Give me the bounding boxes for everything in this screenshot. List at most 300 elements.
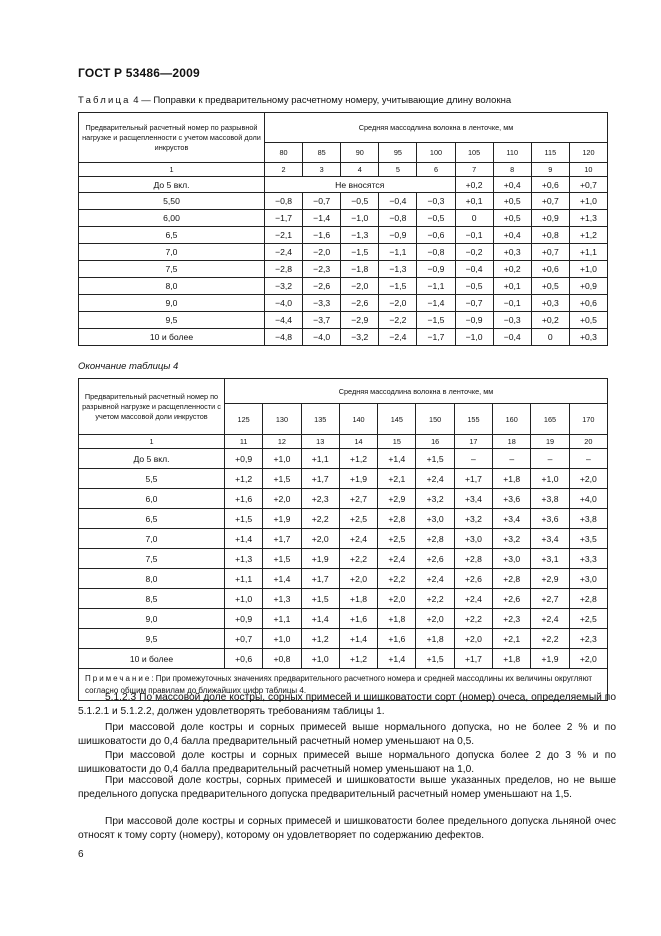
value-cell: +0,4 (493, 177, 531, 193)
header-left-cell: Предварительный расчетный номер по разрывной нагрузке и расщепленности с учетом массовой доли инкрустов (79, 113, 265, 163)
value-cell: +2,1 (378, 469, 416, 489)
value-cell: +2,4 (378, 549, 416, 569)
value-cell: +1,0 (569, 261, 607, 278)
table-continuation-caption: Окончание таблицы 4 (78, 361, 179, 372)
value-cell: +2,4 (531, 609, 569, 629)
value-cell: +1,6 (378, 629, 416, 649)
value-cell: +2,6 (454, 569, 492, 589)
value-cell: +2,3 (301, 489, 339, 509)
table-row (79, 329, 608, 346)
column-number-cell: 11 (225, 435, 263, 449)
table-caption-text: 4 — Поправки к предварительному расчетному номеру, учитывающие длину волокна (130, 95, 512, 106)
value-cell: +1,1 (225, 569, 263, 589)
value-cell: +3,8 (531, 489, 569, 509)
value-cell: −1,4 (417, 295, 455, 312)
value-cell: +2,4 (416, 569, 454, 589)
row-label-cell: 6,5 (79, 227, 265, 244)
column-number-cell: 2 (265, 163, 303, 177)
value-cell: +0,4 (493, 227, 531, 244)
column-number-cell: 12 (263, 435, 301, 449)
column-number-cell: 15 (378, 435, 416, 449)
value-cell: +1,1 (263, 609, 301, 629)
row-label-cell: 7,5 (79, 549, 225, 569)
table-caption-label: Таблица (78, 95, 131, 106)
column-header-cell: 140 (339, 404, 377, 435)
value-cell: +1,2 (339, 649, 377, 669)
value-cell: +2,2 (531, 629, 569, 649)
value-cell: +3,2 (416, 489, 454, 509)
value-cell: +2,0 (263, 489, 301, 509)
column-number-cell: 4 (341, 163, 379, 177)
value-cell: +1,9 (339, 469, 377, 489)
value-cell: +1,2 (301, 629, 339, 649)
value-cell: +0,5 (493, 193, 531, 210)
value-cell: +1,7 (301, 569, 339, 589)
value-cell: +3,1 (531, 549, 569, 569)
value-cell: +1,8 (493, 649, 531, 669)
value-cell: −2,9 (341, 312, 379, 329)
value-cell: −1,4 (303, 210, 341, 227)
table-row (79, 295, 608, 312)
column-number-cell: 7 (455, 163, 493, 177)
row-label-cell: 10 и более (79, 329, 265, 346)
table-row (79, 569, 608, 589)
table-row (79, 244, 608, 261)
row-label-cell: 9,5 (79, 629, 225, 649)
value-cell: +3,0 (569, 569, 607, 589)
column-header-cell: 135 (301, 404, 339, 435)
value-cell: +0,5 (493, 210, 531, 227)
value-cell: −2,6 (341, 295, 379, 312)
value-cell: +0,1 (455, 193, 493, 210)
table-row (79, 163, 608, 177)
value-cell: +1,4 (225, 529, 263, 549)
paragraph: При массовой доле костры и сорных примесей и шишковатости более предельного допуска льняной очес относят к тому сорту (номеру), которому он удовлетворяет по содержанию дефектов. (78, 816, 616, 841)
table-row (79, 649, 608, 669)
page-number: 6 (78, 849, 84, 860)
value-cell: +3,5 (569, 529, 607, 549)
value-cell: +0,8 (531, 227, 569, 244)
table-row (79, 312, 608, 329)
value-cell: +0,6 (569, 295, 607, 312)
value-cell: +2,2 (454, 609, 492, 629)
value-cell: −0,5 (417, 210, 455, 227)
value-cell: −1,3 (341, 227, 379, 244)
value-cell: +3,0 (493, 549, 531, 569)
column-number-cell: 17 (454, 435, 492, 449)
value-cell: −1,5 (341, 244, 379, 261)
table-row (79, 449, 608, 469)
value-cell: −3,3 (303, 295, 341, 312)
value-cell: +0,2 (531, 312, 569, 329)
value-cell: +0,6 (531, 261, 569, 278)
column-number-cell: 5 (379, 163, 417, 177)
value-cell: +0,8 (263, 649, 301, 669)
value-cell: +1,0 (263, 449, 301, 469)
document-header: ГОСТ Р 53486—2009 (78, 66, 200, 80)
value-cell: −0,9 (417, 261, 455, 278)
value-cell: +2,5 (569, 609, 607, 629)
column-number-cell: 1 (79, 435, 225, 449)
value-cell: −2,4 (265, 244, 303, 261)
value-cell: +1,7 (454, 469, 492, 489)
value-cell: −2,2 (379, 312, 417, 329)
value-cell: +3,6 (531, 509, 569, 529)
value-cell: +2,5 (339, 509, 377, 529)
value-cell: +1,7 (301, 469, 339, 489)
value-cell: −0,5 (341, 193, 379, 210)
column-header-cell: 145 (378, 404, 416, 435)
value-cell: +1,0 (531, 469, 569, 489)
header-group-cell: Средняя массодлина волокна в ленточке, мм (265, 113, 608, 143)
value-cell: +1,8 (378, 609, 416, 629)
value-cell: +1,7 (454, 649, 492, 669)
row-label-cell: 9,0 (79, 295, 265, 312)
value-cell: +0,6 (225, 649, 263, 669)
note-label: Примечание (85, 673, 152, 683)
value-cell: +1,8 (339, 589, 377, 609)
table-row (79, 629, 608, 649)
table-row (79, 589, 608, 609)
value-cell: −1,8 (341, 261, 379, 278)
row-label-cell: 5,5 (79, 469, 225, 489)
value-cell: −1,3 (379, 261, 417, 278)
value-cell: +0,7 (225, 629, 263, 649)
value-cell: +2,3 (493, 609, 531, 629)
value-cell: +2,8 (493, 569, 531, 589)
column-header-cell: 165 (531, 404, 569, 435)
table-row (79, 509, 608, 529)
row-label-cell: До 5 вкл. (79, 449, 225, 469)
value-cell: +3,0 (416, 509, 454, 529)
value-cell: −0,8 (379, 210, 417, 227)
note-text: : При промежуточных значениях предварительного расчетного номера и средней массодлины их величины округляют согласно общим правилам до ближайших цифр таблицы 4. (85, 673, 593, 695)
value-cell: +2,6 (493, 589, 531, 609)
value-cell: +2,3 (569, 629, 607, 649)
value-cell: +0,9 (531, 210, 569, 227)
column-header-cell: 120 (569, 143, 607, 163)
value-cell: +1,6 (339, 609, 377, 629)
paragraph: 5.1.2.3 По массовой доле костры, сорных примесей и шишковатости сорт (номер) очеса, определяемый по 5.1.2.1 и 5.1.2.2, должен удовлетворять требованиям таблицы 1. (78, 692, 616, 717)
value-cell: +2,9 (531, 569, 569, 589)
column-number-cell: 19 (531, 435, 569, 449)
value-cell: +1,5 (301, 589, 339, 609)
value-cell: +0,2 (493, 261, 531, 278)
value-cell: +1,3 (225, 549, 263, 569)
value-cell: −3,2 (341, 329, 379, 346)
value-cell: +1,4 (301, 609, 339, 629)
value-cell: +2,0 (454, 629, 492, 649)
value-cell: +0,9 (225, 609, 263, 629)
value-cell: +1,0 (569, 193, 607, 210)
value-cell: +1,5 (263, 469, 301, 489)
value-cell: +2,8 (569, 589, 607, 609)
row-label-cell: 7,5 (79, 261, 265, 278)
value-cell: −1,5 (417, 312, 455, 329)
value-cell: +0,3 (569, 329, 607, 346)
value-cell: 0 (455, 210, 493, 227)
row-label-cell: 7,0 (79, 244, 265, 261)
value-cell: +3,3 (569, 549, 607, 569)
header-group-cell: Средняя массодлина волокна в ленточке, мм (225, 379, 608, 404)
value-cell: −0,4 (379, 193, 417, 210)
value-cell: +1,2 (225, 469, 263, 489)
row-label-cell: До 5 вкл. (79, 177, 265, 193)
value-cell: +2,8 (378, 509, 416, 529)
value-cell: +2,4 (339, 529, 377, 549)
table-row (79, 210, 608, 227)
value-cell: −0,5 (455, 278, 493, 295)
value-cell: −1,1 (379, 244, 417, 261)
value-cell: +0,9 (569, 278, 607, 295)
value-cell: −0,3 (493, 312, 531, 329)
value-cell: – (531, 449, 569, 469)
value-cell: +2,2 (416, 589, 454, 609)
value-cell: −0,1 (493, 295, 531, 312)
value-cell: +1,5 (416, 449, 454, 469)
value-cell: +0,7 (531, 244, 569, 261)
column-header-cell: 125 (225, 404, 263, 435)
table-row (79, 379, 608, 404)
value-cell: +1,4 (339, 629, 377, 649)
value-cell: −3,2 (265, 278, 303, 295)
value-cell: −1,7 (417, 329, 455, 346)
column-number-cell: 20 (569, 435, 607, 449)
column-header-cell: 100 (417, 143, 455, 163)
value-cell: −1,1 (417, 278, 455, 295)
value-cell: +1,4 (378, 449, 416, 469)
row-label-cell: 9,5 (79, 312, 265, 329)
value-cell: +2,2 (301, 509, 339, 529)
column-header-cell: 110 (493, 143, 531, 163)
merged-cell: Не вносятся (265, 177, 456, 193)
column-header-cell: 80 (265, 143, 303, 163)
value-cell: −2,1 (265, 227, 303, 244)
column-number-cell: 9 (531, 163, 569, 177)
column-header-cell: 155 (454, 404, 492, 435)
value-cell: +1,5 (263, 549, 301, 569)
column-header-cell: 95 (379, 143, 417, 163)
value-cell: +3,6 (493, 489, 531, 509)
value-cell: +0,3 (493, 244, 531, 261)
value-cell: −2,3 (303, 261, 341, 278)
value-cell: −0,2 (455, 244, 493, 261)
column-header-cell: 170 (569, 404, 607, 435)
column-header-cell: 150 (416, 404, 454, 435)
value-cell: +1,0 (263, 629, 301, 649)
value-cell: +3,2 (493, 529, 531, 549)
value-cell: −1,7 (265, 210, 303, 227)
paragraph: При массовой доле костры и сорных примесей выше нормального допуска, но не более 2 % и по шишковатости до 0,4 балла предварительный расчетный номер уменьшают на 0,5. (78, 722, 616, 747)
value-cell: −4,0 (303, 329, 341, 346)
value-cell: +2,0 (416, 609, 454, 629)
row-label-cell: 6,0 (79, 489, 225, 509)
value-cell: +2,5 (378, 529, 416, 549)
column-header-cell: 130 (263, 404, 301, 435)
value-cell: +1,4 (378, 649, 416, 669)
value-cell: +2,0 (569, 469, 607, 489)
row-label-cell: 10 и более (79, 649, 225, 669)
value-cell: +1,1 (301, 449, 339, 469)
row-label-cell: 5,50 (79, 193, 265, 210)
value-cell: −0,4 (493, 329, 531, 346)
value-cell: +0,7 (569, 177, 607, 193)
row-label-cell: 6,00 (79, 210, 265, 227)
value-cell: +2,0 (378, 589, 416, 609)
value-cell: −4,0 (265, 295, 303, 312)
value-cell: +2,8 (416, 529, 454, 549)
column-number-cell: 8 (493, 163, 531, 177)
table-caption (78, 95, 511, 106)
value-cell: −2,8 (265, 261, 303, 278)
value-cell: +2,0 (569, 649, 607, 669)
column-header-cell: 85 (303, 143, 341, 163)
value-cell: −0,6 (417, 227, 455, 244)
value-cell: – (454, 449, 492, 469)
column-number-cell: 1 (79, 163, 265, 177)
value-cell: +1,9 (263, 509, 301, 529)
value-cell: +1,2 (339, 449, 377, 469)
value-cell: −4,8 (265, 329, 303, 346)
value-cell: +2,0 (301, 529, 339, 549)
table-row (79, 113, 608, 143)
value-cell: +3,8 (569, 509, 607, 529)
column-header-cell: 160 (493, 404, 531, 435)
table-row (79, 261, 608, 278)
value-cell: +2,6 (416, 549, 454, 569)
value-cell: −0,8 (265, 193, 303, 210)
value-cell: +2,2 (339, 549, 377, 569)
column-header-cell: 90 (341, 143, 379, 163)
row-label-cell: 8,5 (79, 589, 225, 609)
column-header-cell: 115 (531, 143, 569, 163)
value-cell: 0 (531, 329, 569, 346)
table-row (79, 549, 608, 569)
value-cell: −2,0 (379, 295, 417, 312)
table-row (79, 193, 608, 210)
row-label-cell: 7,0 (79, 529, 225, 549)
value-cell: −4,4 (265, 312, 303, 329)
value-cell: +0,2 (455, 177, 493, 193)
table-row (79, 529, 608, 549)
value-cell: +1,5 (225, 509, 263, 529)
column-number-cell: 10 (569, 163, 607, 177)
value-cell: +3,4 (531, 529, 569, 549)
value-cell: +0,5 (569, 312, 607, 329)
value-cell: +2,0 (339, 569, 377, 589)
value-cell: – (569, 449, 607, 469)
column-number-cell: 18 (493, 435, 531, 449)
value-cell: +1,3 (569, 210, 607, 227)
column-number-cell: 13 (301, 435, 339, 449)
table-row (79, 227, 608, 244)
value-cell: +3,4 (493, 509, 531, 529)
table-4-end (78, 378, 608, 701)
header-left-cell: Предварительный расчетный номер по разрывной нагрузке и расщепленности с учетом массовой доли инкрустов (79, 379, 225, 435)
value-cell: +3,2 (454, 509, 492, 529)
value-cell: +1,2 (569, 227, 607, 244)
value-cell: −3,7 (303, 312, 341, 329)
column-number-cell: 14 (339, 435, 377, 449)
value-cell: −0,1 (455, 227, 493, 244)
table-row (79, 177, 608, 193)
table-row (79, 469, 608, 489)
value-cell: +2,4 (416, 469, 454, 489)
value-cell: +4,0 (569, 489, 607, 509)
value-cell: −0,9 (455, 312, 493, 329)
value-cell: +2,1 (493, 629, 531, 649)
value-cell: +3,4 (454, 489, 492, 509)
value-cell: +0,6 (531, 177, 569, 193)
value-cell: −1,0 (341, 210, 379, 227)
value-cell: +1,9 (301, 549, 339, 569)
table-row (79, 278, 608, 295)
paragraph: При массовой доле костры, сорных примесей и шишковатости выше указанных пределов, но не выше предельного допуска предварительного допуска предварительный расчетный номер уменьшают на 1,5. (78, 775, 616, 800)
value-cell: −0,4 (455, 261, 493, 278)
table-4 (78, 112, 608, 346)
table-row (79, 489, 608, 509)
row-label-cell: 6,5 (79, 509, 225, 529)
value-cell: +3,0 (454, 529, 492, 549)
value-cell: +2,7 (339, 489, 377, 509)
value-cell: +2,8 (454, 549, 492, 569)
value-cell: −0,7 (455, 295, 493, 312)
value-cell: +1,3 (263, 589, 301, 609)
value-cell: −2,0 (303, 244, 341, 261)
value-cell: +1,8 (493, 469, 531, 489)
value-cell: +1,6 (225, 489, 263, 509)
value-cell: +1,5 (416, 649, 454, 669)
value-cell: −0,3 (417, 193, 455, 210)
column-number-cell: 3 (303, 163, 341, 177)
value-cell: +1,0 (225, 589, 263, 609)
value-cell: +1,8 (416, 629, 454, 649)
value-cell: +0,5 (531, 278, 569, 295)
column-number-cell: 16 (416, 435, 454, 449)
value-cell: −1,5 (379, 278, 417, 295)
table-row (79, 435, 608, 449)
value-cell: +2,2 (378, 569, 416, 589)
value-cell: +1,7 (263, 529, 301, 549)
value-cell: +1,1 (569, 244, 607, 261)
table-row (79, 609, 608, 629)
value-cell: −2,6 (303, 278, 341, 295)
value-cell: – (493, 449, 531, 469)
column-header-cell: 105 (455, 143, 493, 163)
value-cell: +2,7 (531, 589, 569, 609)
value-cell: −0,7 (303, 193, 341, 210)
value-cell: +0,9 (225, 449, 263, 469)
value-cell: −1,6 (303, 227, 341, 244)
value-cell: +1,9 (531, 649, 569, 669)
value-cell: +0,1 (493, 278, 531, 295)
value-cell: −2,4 (379, 329, 417, 346)
paragraph: При массовой доле костры и сорных примесей выше нормального допуска более 2 до 3 % и по шишковатости до 0,4 балла предварительный расчетный номер уменьшают на 1,0. (78, 750, 616, 775)
row-label-cell: 9,0 (79, 609, 225, 629)
value-cell: +1,0 (301, 649, 339, 669)
value-cell: −0,9 (379, 227, 417, 244)
column-number-cell: 6 (417, 163, 455, 177)
value-cell: +2,9 (378, 489, 416, 509)
value-cell: −2,0 (341, 278, 379, 295)
row-label-cell: 8,0 (79, 278, 265, 295)
row-label-cell: 8,0 (79, 569, 225, 589)
value-cell: −1,0 (455, 329, 493, 346)
value-cell: +1,4 (263, 569, 301, 589)
value-cell: +0,7 (531, 193, 569, 210)
value-cell: +0,3 (531, 295, 569, 312)
value-cell: +2,4 (454, 589, 492, 609)
